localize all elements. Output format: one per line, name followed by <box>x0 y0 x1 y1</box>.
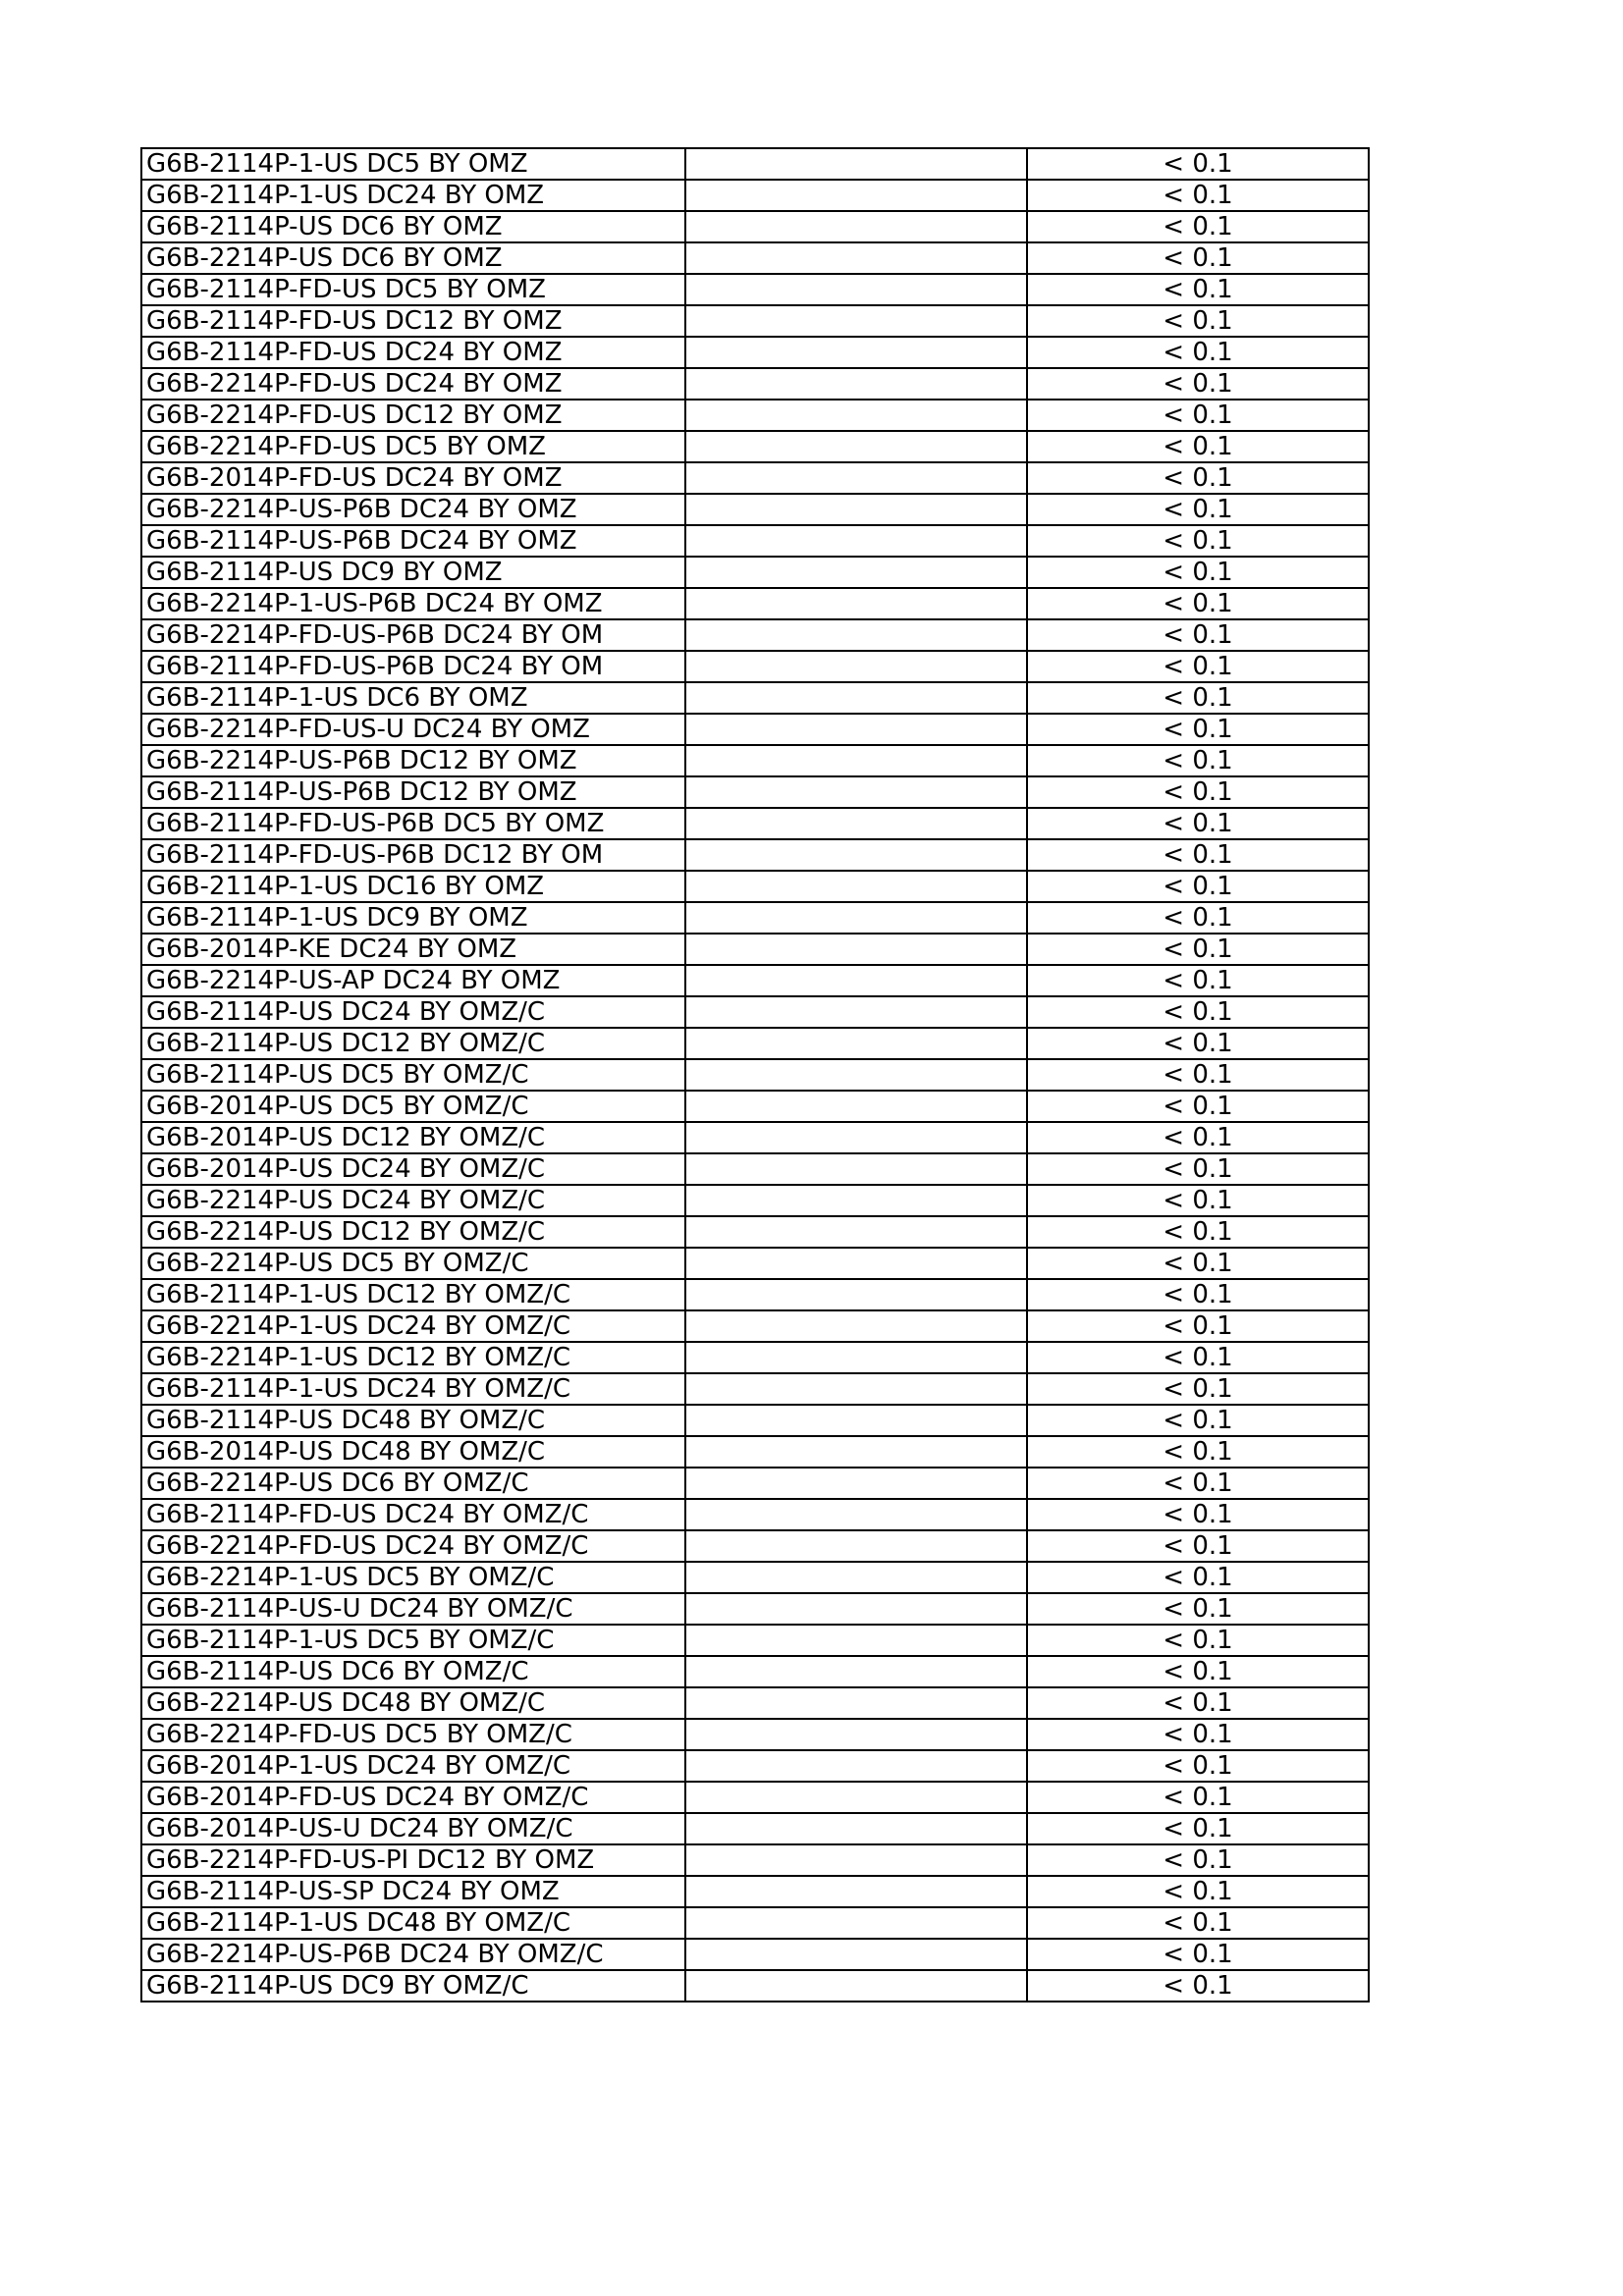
value-cell: < 0.1 <box>1027 1593 1369 1625</box>
value-cell: < 0.1 <box>1027 1279 1369 1310</box>
model-cell: G6B-2114P-1-US DC6 BY OMZ <box>141 682 685 714</box>
model-cell: G6B-2014P-FD-US DC24 BY OMZ/C <box>141 1782 685 1813</box>
table-row <box>141 1405 1369 1436</box>
value-cell: < 0.1 <box>1027 1091 1369 1122</box>
model-cell: G6B-2114P-US DC9 BY OMZ <box>141 557 685 588</box>
table-row <box>141 557 1369 588</box>
empty-cell <box>685 1028 1027 1059</box>
model-cell: G6B-2214P-US DC12 BY OMZ/C <box>141 1216 685 1248</box>
table-row <box>141 808 1369 839</box>
empty-cell <box>685 180 1027 211</box>
model-cell: G6B-2014P-US-U DC24 BY OMZ/C <box>141 1813 685 1844</box>
value-cell: < 0.1 <box>1027 1656 1369 1687</box>
table-row <box>141 400 1369 431</box>
model-cell: G6B-2214P-FD-US DC5 BY OMZ <box>141 431 685 462</box>
model-cell: G6B-2114P-US DC6 BY OMZ/C <box>141 1656 685 1687</box>
empty-cell <box>685 1436 1027 1468</box>
model-cell: G6B-2014P-US DC48 BY OMZ/C <box>141 1436 685 1468</box>
model-cell: G6B-2114P-FD-US-P6B DC5 BY OMZ <box>141 808 685 839</box>
value-cell: < 0.1 <box>1027 965 1369 996</box>
empty-cell <box>685 808 1027 839</box>
model-cell: G6B-2214P-FD-US DC12 BY OMZ <box>141 400 685 431</box>
table-body <box>141 148 1369 2002</box>
model-cell: G6B-2014P-1-US DC24 BY OMZ/C <box>141 1750 685 1782</box>
empty-cell <box>685 1907 1027 1939</box>
table-row <box>141 1468 1369 1499</box>
model-cell: G6B-2214P-US DC5 BY OMZ/C <box>141 1248 685 1279</box>
value-cell: < 0.1 <box>1027 1782 1369 1813</box>
value-cell: < 0.1 <box>1027 1405 1369 1436</box>
value-cell: < 0.1 <box>1027 808 1369 839</box>
empty-cell <box>685 965 1027 996</box>
table-row <box>141 1216 1369 1248</box>
model-cell: G6B-2114P-1-US DC5 BY OMZ/C <box>141 1625 685 1656</box>
empty-cell <box>685 1310 1027 1342</box>
table-row <box>141 1373 1369 1405</box>
table-row <box>141 839 1369 871</box>
table-row <box>141 1687 1369 1719</box>
model-cell: G6B-2214P-US DC48 BY OMZ/C <box>141 1687 685 1719</box>
model-cell: G6B-2114P-1-US DC9 BY OMZ <box>141 902 685 934</box>
value-cell: < 0.1 <box>1027 368 1369 400</box>
model-cell: G6B-2214P-1-US-P6B DC24 BY OMZ <box>141 588 685 619</box>
empty-cell <box>685 1593 1027 1625</box>
empty-cell <box>685 1562 1027 1593</box>
model-cell: G6B-2114P-FD-US-P6B DC12 BY OM <box>141 839 685 871</box>
value-cell: < 0.1 <box>1027 1310 1369 1342</box>
value-cell: < 0.1 <box>1027 1562 1369 1593</box>
model-cell: G6B-2014P-KE DC24 BY OMZ <box>141 934 685 965</box>
value-cell: < 0.1 <box>1027 1970 1369 2002</box>
value-cell: < 0.1 <box>1027 211 1369 242</box>
table-row <box>141 965 1369 996</box>
table-row <box>141 1907 1369 1939</box>
value-cell: < 0.1 <box>1027 1719 1369 1750</box>
empty-cell <box>685 1342 1027 1373</box>
model-cell: G6B-2214P-FD-US-P6B DC24 BY OM <box>141 619 685 651</box>
value-cell: < 0.1 <box>1027 1373 1369 1405</box>
value-cell: < 0.1 <box>1027 337 1369 368</box>
table-row <box>141 494 1369 525</box>
empty-cell <box>685 996 1027 1028</box>
model-cell: G6B-2214P-US-AP DC24 BY OMZ <box>141 965 685 996</box>
value-cell: < 0.1 <box>1027 431 1369 462</box>
value-cell: < 0.1 <box>1027 400 1369 431</box>
value-cell: < 0.1 <box>1027 180 1369 211</box>
value-cell: < 0.1 <box>1027 1844 1369 1876</box>
empty-cell <box>685 1279 1027 1310</box>
model-cell: G6B-2114P-1-US DC5 BY OMZ <box>141 148 685 180</box>
empty-cell <box>685 1122 1027 1153</box>
empty-cell <box>685 1153 1027 1185</box>
table-row <box>141 1499 1369 1530</box>
empty-cell <box>685 1750 1027 1782</box>
table-row <box>141 525 1369 557</box>
empty-cell <box>685 1248 1027 1279</box>
empty-cell <box>685 1844 1027 1876</box>
value-cell: < 0.1 <box>1027 776 1369 808</box>
value-cell: < 0.1 <box>1027 996 1369 1028</box>
empty-cell <box>685 305 1027 337</box>
value-cell: < 0.1 <box>1027 1530 1369 1562</box>
value-cell: < 0.1 <box>1027 745 1369 776</box>
empty-cell <box>685 1468 1027 1499</box>
empty-cell <box>685 1373 1027 1405</box>
empty-cell <box>685 1970 1027 2002</box>
table-row <box>141 776 1369 808</box>
table-row <box>141 242 1369 274</box>
value-cell: < 0.1 <box>1027 1216 1369 1248</box>
model-cell: G6B-2114P-US DC5 BY OMZ/C <box>141 1059 685 1091</box>
empty-cell <box>685 714 1027 745</box>
table-row <box>141 1813 1369 1844</box>
empty-cell <box>685 651 1027 682</box>
value-cell: < 0.1 <box>1027 1059 1369 1091</box>
empty-cell <box>685 1091 1027 1122</box>
value-cell: < 0.1 <box>1027 651 1369 682</box>
table-row <box>141 1248 1369 1279</box>
value-cell: < 0.1 <box>1027 588 1369 619</box>
empty-cell <box>685 776 1027 808</box>
table-row <box>141 1122 1369 1153</box>
table-row <box>141 274 1369 305</box>
empty-cell <box>685 588 1027 619</box>
model-cell: G6B-2114P-1-US DC16 BY OMZ <box>141 871 685 902</box>
model-cell: G6B-2214P-US DC6 BY OMZ <box>141 242 685 274</box>
value-cell: < 0.1 <box>1027 1122 1369 1153</box>
empty-cell <box>685 148 1027 180</box>
table-row <box>141 588 1369 619</box>
table-row <box>141 871 1369 902</box>
model-cell: G6B-2214P-1-US DC5 BY OMZ/C <box>141 1562 685 1593</box>
value-cell: < 0.1 <box>1027 1625 1369 1656</box>
model-cell: G6B-2214P-FD-US DC24 BY OMZ/C <box>141 1530 685 1562</box>
value-cell: < 0.1 <box>1027 305 1369 337</box>
table-row <box>141 180 1369 211</box>
model-cell: G6B-2114P-1-US DC24 BY OMZ/C <box>141 1373 685 1405</box>
table-row <box>141 1342 1369 1373</box>
empty-cell <box>685 682 1027 714</box>
model-cell: G6B-2214P-1-US DC24 BY OMZ/C <box>141 1310 685 1342</box>
model-cell: G6B-2114P-1-US DC48 BY OMZ/C <box>141 1907 685 1939</box>
model-cell: G6B-2214P-US-P6B DC24 BY OMZ/C <box>141 1939 685 1970</box>
empty-cell <box>685 1405 1027 1436</box>
value-cell: < 0.1 <box>1027 714 1369 745</box>
model-cell: G6B-2014P-US DC24 BY OMZ/C <box>141 1153 685 1185</box>
empty-cell <box>685 871 1027 902</box>
table-row <box>141 337 1369 368</box>
model-cell: G6B-2214P-US-P6B DC24 BY OMZ <box>141 494 685 525</box>
table-row <box>141 682 1369 714</box>
model-cell: G6B-2114P-US DC6 BY OMZ <box>141 211 685 242</box>
value-cell: < 0.1 <box>1027 494 1369 525</box>
model-cell: G6B-2214P-FD-US-PI DC12 BY OMZ <box>141 1844 685 1876</box>
value-cell: < 0.1 <box>1027 871 1369 902</box>
table-row <box>141 1782 1369 1813</box>
model-cell: G6B-2214P-FD-US DC24 BY OMZ <box>141 368 685 400</box>
empty-cell <box>685 337 1027 368</box>
model-cell: G6B-2114P-US DC48 BY OMZ/C <box>141 1405 685 1436</box>
value-cell: < 0.1 <box>1027 902 1369 934</box>
value-cell: < 0.1 <box>1027 1750 1369 1782</box>
table-row <box>141 368 1369 400</box>
table-row <box>141 1028 1369 1059</box>
value-cell: < 0.1 <box>1027 839 1369 871</box>
empty-cell <box>685 400 1027 431</box>
table-row <box>141 1310 1369 1342</box>
table-row <box>141 1530 1369 1562</box>
value-cell: < 0.1 <box>1027 1436 1369 1468</box>
empty-cell <box>685 1185 1027 1216</box>
model-cell: G6B-2114P-US-P6B DC12 BY OMZ <box>141 776 685 808</box>
empty-cell <box>685 619 1027 651</box>
model-cell: G6B-2114P-US-SP DC24 BY OMZ <box>141 1876 685 1907</box>
value-cell: < 0.1 <box>1027 148 1369 180</box>
model-cell: G6B-2114P-US-P6B DC24 BY OMZ <box>141 525 685 557</box>
table-row <box>141 1970 1369 2002</box>
empty-cell <box>685 211 1027 242</box>
table-row <box>141 1436 1369 1468</box>
empty-cell <box>685 745 1027 776</box>
value-cell: < 0.1 <box>1027 1876 1369 1907</box>
table-row <box>141 1562 1369 1593</box>
empty-cell <box>685 934 1027 965</box>
table-row <box>141 305 1369 337</box>
model-cell: G6B-2114P-FD-US DC12 BY OMZ <box>141 305 685 337</box>
empty-cell <box>685 1656 1027 1687</box>
model-cell: G6B-2114P-FD-US DC24 BY OMZ <box>141 337 685 368</box>
model-cell: G6B-2114P-FD-US DC5 BY OMZ <box>141 274 685 305</box>
empty-cell <box>685 462 1027 494</box>
table-row <box>141 1185 1369 1216</box>
table-row <box>141 934 1369 965</box>
table-row <box>141 1059 1369 1091</box>
table-row <box>141 745 1369 776</box>
table-row <box>141 462 1369 494</box>
empty-cell <box>685 1782 1027 1813</box>
table-row <box>141 1153 1369 1185</box>
empty-cell <box>685 902 1027 934</box>
table-row <box>141 996 1369 1028</box>
table-row <box>141 714 1369 745</box>
value-cell: < 0.1 <box>1027 682 1369 714</box>
table-row <box>141 211 1369 242</box>
value-cell: < 0.1 <box>1027 1342 1369 1373</box>
empty-cell <box>685 1876 1027 1907</box>
table-row <box>141 1844 1369 1876</box>
value-cell: < 0.1 <box>1027 934 1369 965</box>
empty-cell <box>685 557 1027 588</box>
empty-cell <box>685 1059 1027 1091</box>
model-cell: G6B-2114P-US DC12 BY OMZ/C <box>141 1028 685 1059</box>
empty-cell <box>685 368 1027 400</box>
value-cell: < 0.1 <box>1027 1687 1369 1719</box>
model-cell: G6B-2114P-FD-US DC24 BY OMZ/C <box>141 1499 685 1530</box>
table-row <box>141 1091 1369 1122</box>
value-cell: < 0.1 <box>1027 1028 1369 1059</box>
table-row <box>141 1876 1369 1907</box>
empty-cell <box>685 431 1027 462</box>
model-cell: G6B-2214P-US-P6B DC12 BY OMZ <box>141 745 685 776</box>
empty-cell <box>685 1499 1027 1530</box>
table-row <box>141 1279 1369 1310</box>
model-cell: G6B-2214P-US DC6 BY OMZ/C <box>141 1468 685 1499</box>
empty-cell <box>685 525 1027 557</box>
model-cell: G6B-2014P-FD-US DC24 BY OMZ <box>141 462 685 494</box>
empty-cell <box>685 1813 1027 1844</box>
table-row <box>141 1719 1369 1750</box>
model-cell: G6B-2014P-US DC5 BY OMZ/C <box>141 1091 685 1122</box>
table-row <box>141 1656 1369 1687</box>
empty-cell <box>685 242 1027 274</box>
model-cell: G6B-2114P-US DC9 BY OMZ/C <box>141 1970 685 2002</box>
table-row <box>141 148 1369 180</box>
table-row <box>141 1625 1369 1656</box>
empty-cell <box>685 839 1027 871</box>
value-cell: < 0.1 <box>1027 242 1369 274</box>
empty-cell <box>685 1625 1027 1656</box>
table-row <box>141 651 1369 682</box>
table-row <box>141 902 1369 934</box>
empty-cell <box>685 1939 1027 1970</box>
empty-cell <box>685 1687 1027 1719</box>
value-cell: < 0.1 <box>1027 462 1369 494</box>
value-cell: < 0.1 <box>1027 1499 1369 1530</box>
value-cell: < 0.1 <box>1027 1248 1369 1279</box>
model-cell: G6B-2114P-US DC24 BY OMZ/C <box>141 996 685 1028</box>
empty-cell <box>685 274 1027 305</box>
value-cell: < 0.1 <box>1027 1153 1369 1185</box>
value-cell: < 0.1 <box>1027 274 1369 305</box>
empty-cell <box>685 1530 1027 1562</box>
model-cell: G6B-2114P-FD-US-P6B DC24 BY OM <box>141 651 685 682</box>
value-cell: < 0.1 <box>1027 557 1369 588</box>
value-cell: < 0.1 <box>1027 1813 1369 1844</box>
model-cell: G6B-2114P-1-US DC12 BY OMZ/C <box>141 1279 685 1310</box>
table-row <box>141 1593 1369 1625</box>
value-cell: < 0.1 <box>1027 619 1369 651</box>
table-row <box>141 1750 1369 1782</box>
model-cell: G6B-2214P-FD-US-U DC24 BY OMZ <box>141 714 685 745</box>
value-cell: < 0.1 <box>1027 1468 1369 1499</box>
model-cell: G6B-2214P-1-US DC12 BY OMZ/C <box>141 1342 685 1373</box>
value-cell: < 0.1 <box>1027 1185 1369 1216</box>
empty-cell <box>685 1719 1027 1750</box>
model-cell: G6B-2214P-FD-US DC5 BY OMZ/C <box>141 1719 685 1750</box>
empty-cell <box>685 494 1027 525</box>
value-cell: < 0.1 <box>1027 525 1369 557</box>
table-row <box>141 619 1369 651</box>
table-row <box>141 1939 1369 1970</box>
model-cell: G6B-2014P-US DC12 BY OMZ/C <box>141 1122 685 1153</box>
product-table <box>140 147 1370 2002</box>
table-row <box>141 431 1369 462</box>
model-cell: G6B-2214P-US DC24 BY OMZ/C <box>141 1185 685 1216</box>
value-cell: < 0.1 <box>1027 1939 1369 1970</box>
model-cell: G6B-2114P-1-US DC24 BY OMZ <box>141 180 685 211</box>
model-cell: G6B-2114P-US-U DC24 BY OMZ/C <box>141 1593 685 1625</box>
empty-cell <box>685 1216 1027 1248</box>
value-cell: < 0.1 <box>1027 1907 1369 1939</box>
